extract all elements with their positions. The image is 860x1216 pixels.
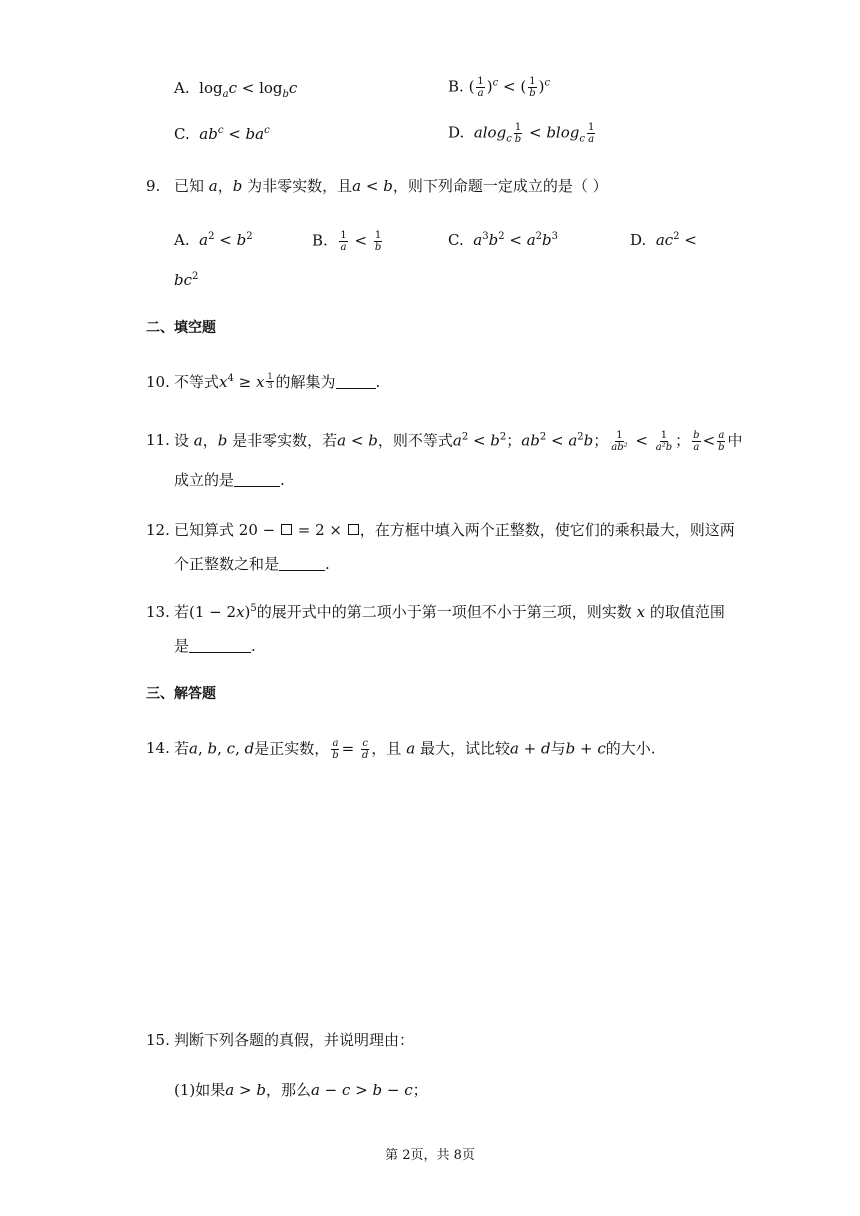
q13-stem-line1: 若$(1 - 2x)^5$的展开式中的第二项小于第一项但不小于第三项，则实数 x 的取值范围 [174, 603, 725, 621]
square-box-icon [281, 524, 292, 535]
answer-blank[interactable] [279, 556, 325, 571]
section-title-fill-in: 二、填空题 [146, 320, 216, 336]
answer-blank[interactable] [234, 472, 280, 487]
q8-option-c: C. $ab^c < ba^c$ [174, 125, 270, 143]
q15-subquestion-1: (1)如果a > b，那么a − c > b − c； [174, 1081, 428, 1099]
q9-option-d: D. $ac^2$ < [630, 231, 697, 249]
q9-option-a: A. $a^2 < b^2$ [174, 231, 253, 249]
q8-option-d: D. alog$_c$ $\frac{1}{b}$ < blog$_c$ $\frac{1}{a}$ [448, 122, 595, 145]
q9-option-c: C. $a^3b^2 < a^2b^3$ [448, 231, 558, 249]
q8-option-b: B. ( $\frac{1}{a}$ )$^c$ < ( $\frac{1}{b}$ )$^c$ [448, 76, 551, 99]
q10-stem: 不等式$x^4 \ge x$ $\frac{1}{3}$ 的解集为 . [174, 372, 381, 391]
section-title-answer: 三、解答题 [146, 686, 216, 702]
q9-option-b: B. $\frac{1}{a}$ < $\frac{1}{b}$ [312, 230, 382, 253]
q11-stem-line2: 成立的是 . [174, 471, 285, 489]
q10-number: 10. [146, 373, 170, 391]
q13-number: 13. [146, 603, 170, 621]
q9-option-d-cont: $bc^2$ [174, 271, 199, 289]
q14-stem: 若a, b, c, d是正实数， $\frac{a}{b}$ = $\frac{c}{d}$ ，且 a 最大，试比较a + d与b + c的大小. [174, 738, 656, 761]
q13-stem-line2: 是 . [174, 637, 256, 655]
q15-stem: 判断下列各题的真假，并说明理由： [174, 1031, 415, 1049]
q9-number: 9. [146, 177, 161, 195]
q12-number: 12. [146, 521, 170, 539]
q9-stem: 已知 a，b 为非零实数，且a < b，则下列命题一定成立的是（ ） [174, 177, 608, 195]
q14-number: 14. [146, 739, 170, 757]
q8-option-a: A. $\log_ac < \log_bc$ [174, 79, 298, 100]
answer-blank[interactable] [189, 638, 251, 653]
q11-stem-line1: 设 a，b 是非零实数，若a < b，则不等式$a^2 < b^2$；$ab^2 < a^2b$； $\frac{1}{\text{ab²}}$ < $\frac{1}{\text{a²b}}$ ； $\frac{b}{a}$ < $\frac{a}{b}$ 中 [174, 430, 743, 453]
page-footer: 第 2页，共 8页 [385, 1148, 475, 1163]
q11-number: 11. [146, 431, 170, 449]
q12-stem-line2: 个正整数之和是 . [174, 555, 330, 573]
q15-number: 15. [146, 1031, 170, 1049]
answer-blank[interactable] [336, 374, 376, 389]
q12-stem-line1: 已知算式 20 − = 2 × ，在方框中填入两个正整数，使它们的乘积最大，则这两 [174, 521, 735, 539]
square-box-icon [348, 524, 359, 535]
